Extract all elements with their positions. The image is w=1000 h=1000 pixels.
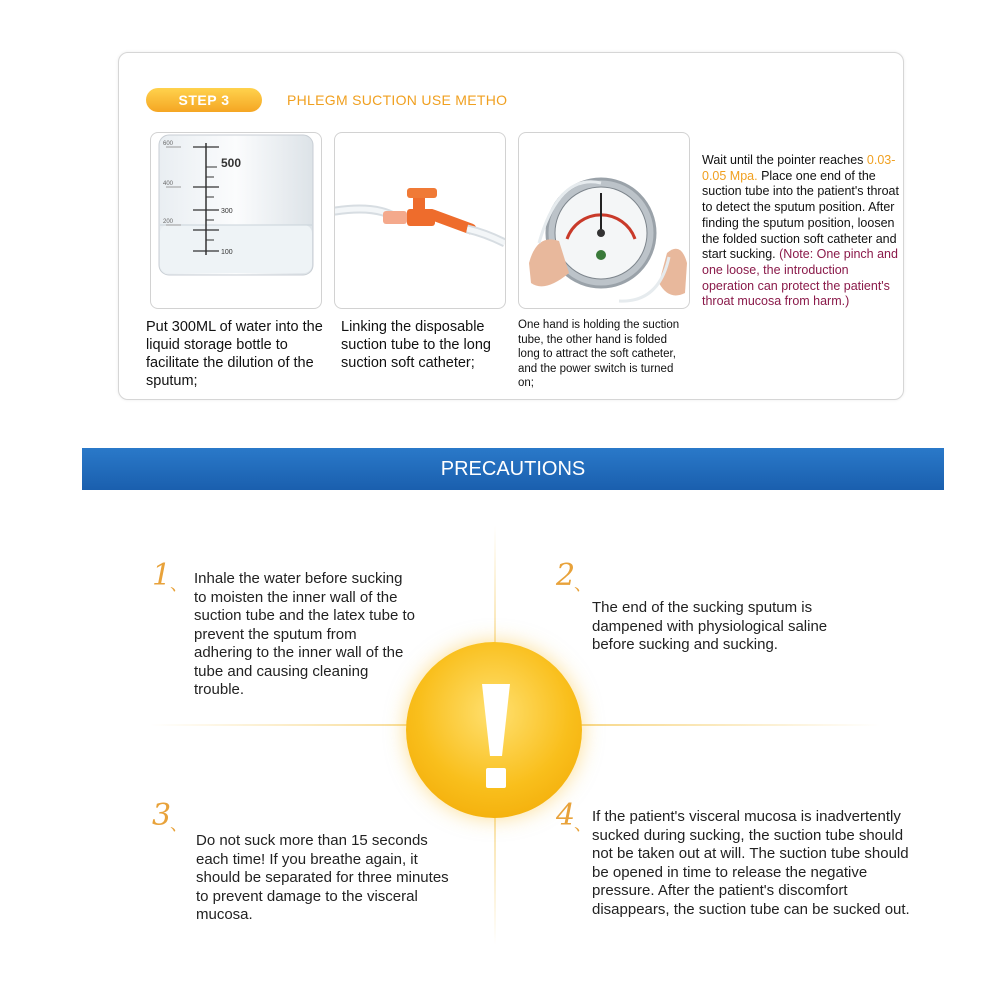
step-badge: STEP 3 — [146, 88, 262, 112]
step-title: PHLEGM SUCTION USE METHO — [287, 92, 508, 108]
beaker-label-200: 200 — [163, 219, 174, 225]
beaker-label-400: 400 — [163, 181, 174, 187]
precaution-mark-4: 、 — [574, 814, 592, 835]
precaution-number-1: 1 — [152, 558, 172, 593]
pressure-value: 0.03-0.05 Mpa. — [702, 153, 896, 183]
caption-water: Put 300ML of water into the liquid storage bottle to facilitate the dilution of the sputum; — [146, 319, 323, 389]
beaker-label-500: 500 — [221, 156, 242, 170]
precaution-text-4: If the patient's visceral mucosa is inadvertently sucked during sucking, the suction tube should not be taken out at will. The suction tube should be opened in time to release the negative pressure. After the patient's discomfort disappears, the suction tube can be sucked out. — [592, 808, 910, 918]
instruction-note: (Note: One pinch and one loose, the introduction operation can protect the patient's throat mucosa from harm.) — [702, 247, 898, 309]
instruction-text — [702, 153, 902, 310]
precautions-banner — [82, 448, 944, 490]
precaution-text-3: Do not suck more than 15 seconds each time! If you breathe again, it should be separated for three minutes to prevent damage to the visceral mucosa. — [196, 832, 449, 923]
instruction-body: Place one end of the suction tube into the patient's throat to detect the sputum position. After finding the sputum position, loosen the folded suction soft catheter and start sucking. — [702, 168, 899, 262]
precaution-number-4: 4 — [556, 798, 576, 833]
precaution-mark-1: 、 — [170, 574, 188, 595]
warning-icon — [406, 642, 582, 818]
beaker-label-300: 300 — [221, 208, 233, 215]
beaker-label-100: 100 — [221, 249, 233, 256]
caption-holding: One hand is holding the suction tube, the other hand is folded long to attract the soft catheter, and the power switch is turned on; — [518, 319, 680, 389]
precaution-number-3: 3 — [152, 798, 172, 833]
beaker-photo — [150, 132, 322, 309]
gauge-photo — [518, 132, 690, 309]
precaution-mark-2: 、 — [574, 574, 592, 595]
precaution-number-2: 2 — [556, 558, 576, 593]
caption-linking: Linking the disposable suction tube to the long suction soft catheter; — [341, 319, 491, 371]
precaution-text-1: Inhale the water before sucking to moisten the inner wall of the suction tube and the latex tube to prevent the sputum from adhering to the inner wall of the tube and causing cleaning trouble. — [194, 570, 415, 698]
precaution-text-2: The end of the sucking sputum is dampened with physiological saline before sucking and sucking. — [592, 599, 828, 653]
tube-photo — [334, 132, 506, 309]
precaution-mark-3: 、 — [170, 814, 188, 835]
beaker-label-600: 600 — [163, 141, 174, 147]
instruction-intro: Wait until the pointer reaches — [702, 153, 867, 167]
precautions-title: PRECAUTIONS — [440, 458, 586, 480]
